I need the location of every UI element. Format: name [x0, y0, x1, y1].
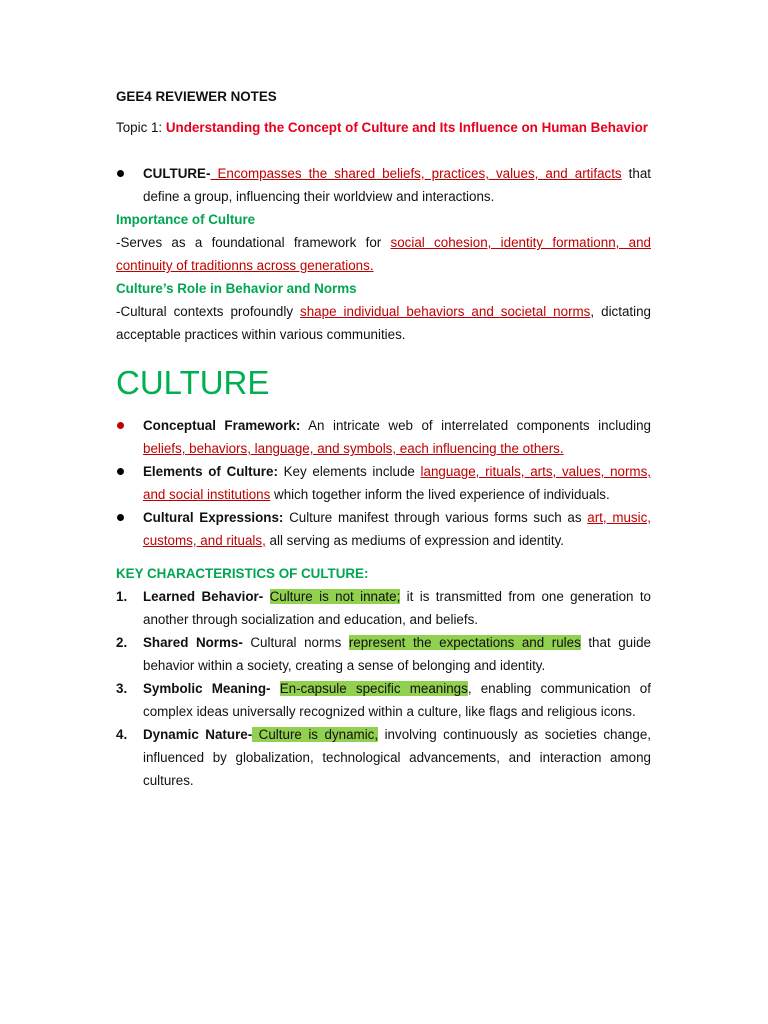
culture-item-elements	[116, 460, 651, 506]
bullet-icon	[117, 514, 124, 521]
item-text: Key elements include	[277, 464, 421, 479]
item-text: all serving as mediums of expression and identity.	[265, 533, 565, 548]
culture-term: CULTURE-	[143, 166, 211, 181]
topic-label: Topic 1:	[116, 120, 166, 135]
item-text	[263, 589, 269, 604]
item-highlight: Culture is not innate;	[269, 589, 401, 604]
item-term: Shared Norms-	[143, 635, 243, 650]
item-term: Learned Behavior-	[143, 589, 264, 604]
importance-highlight: social cohesion, identity formationn, and continuity of traditionns across generations.	[116, 235, 651, 273]
importance-prefix: -Serves as a foundational framework for	[116, 235, 391, 250]
culture-item-expressions	[116, 506, 651, 552]
culture-items-list	[116, 414, 651, 552]
item-text: , enabling communication of complex ideas universally recognized within a culture, like flags and religious icons.	[143, 681, 651, 719]
item-highlight: Culture is dynamic,	[252, 727, 379, 742]
bullet-icon	[117, 422, 124, 429]
item-term: Elements of Culture:	[143, 464, 278, 479]
item-text: it is transmitted from one generation to another through socialization and education, and beliefs.	[143, 589, 651, 627]
item-text: An intricate web of interrelated components including	[300, 418, 651, 433]
bullet-icon	[117, 170, 124, 177]
role-heading: Culture’s Role in Behavior and Norms	[116, 281, 357, 296]
item-term: Conceptual Framework:	[143, 418, 301, 433]
item-text: Cultural norms	[242, 635, 349, 650]
culture-definition-highlight: Encompasses the shared beliefs, practices, values, and artifacts	[210, 166, 622, 181]
item-text	[271, 681, 280, 696]
importance-text	[116, 231, 651, 277]
list-number: 2.	[116, 635, 128, 650]
role-rest: , dictating acceptable practices within various communities.	[116, 304, 651, 342]
document-body	[116, 85, 651, 792]
item-term: Symbolic Meaning-	[143, 681, 271, 696]
item-term: Cultural Expressions:	[143, 510, 284, 525]
item-term: Dynamic Nature-	[143, 727, 253, 742]
culture-big-heading: CULTURE	[116, 364, 270, 401]
characteristic-symbolic-meaning	[116, 677, 651, 723]
importance-heading: Importance of Culture	[116, 212, 256, 227]
key-characteristics-heading: KEY CHARACTERISTICS OF CULTURE:	[116, 566, 369, 581]
spacer	[116, 139, 651, 162]
spacer	[116, 552, 651, 562]
item-highlight: language, rituals, arts, values, norms, and social institutions	[143, 464, 651, 502]
topic-text: Understanding the Concept of Culture and Its Influence on Human Behavior	[165, 120, 648, 135]
item-highlight: represent the expectations and rules	[348, 635, 581, 650]
characteristics-list	[116, 585, 651, 792]
bullet-icon	[117, 468, 124, 475]
list-number: 4.	[116, 727, 128, 742]
culture-definition-list	[116, 162, 651, 208]
item-text: Culture manifest through various forms such as	[283, 510, 588, 525]
list-number: 1.	[116, 589, 128, 604]
culture-item-conceptual	[116, 414, 651, 460]
role-prefix: -Cultural contexts profoundly	[116, 304, 301, 319]
topic-line	[116, 116, 651, 139]
item-highlight: art, music, customs, and rituals,	[143, 510, 652, 548]
document-title: GEE4 REVIEWER NOTES	[116, 89, 277, 104]
culture-definition-rest: that define a group, influencing their worldview and interactions.	[143, 166, 651, 204]
characteristic-dynamic-nature	[116, 723, 651, 792]
list-number: 3.	[116, 681, 128, 696]
item-highlight: beliefs, behaviors, language, and symbols, each influencing the others.	[143, 441, 564, 456]
characteristic-shared-norms	[116, 631, 651, 677]
item-text: which together inform the lived experience of individuals.	[270, 487, 610, 502]
characteristic-learned-behavior	[116, 585, 651, 631]
culture-definition	[116, 162, 651, 208]
item-highlight: En-capsule specific meanings	[279, 681, 468, 696]
item-text: involving continuously as societies change, influenced by globalization, technological advancements, and interaction among cultures.	[143, 727, 651, 788]
role-highlight: shape individual behaviors and societal norms	[300, 304, 591, 319]
role-text	[116, 300, 651, 346]
item-text: that guide behavior within a society, creating a sense of belonging and identity.	[143, 635, 651, 673]
